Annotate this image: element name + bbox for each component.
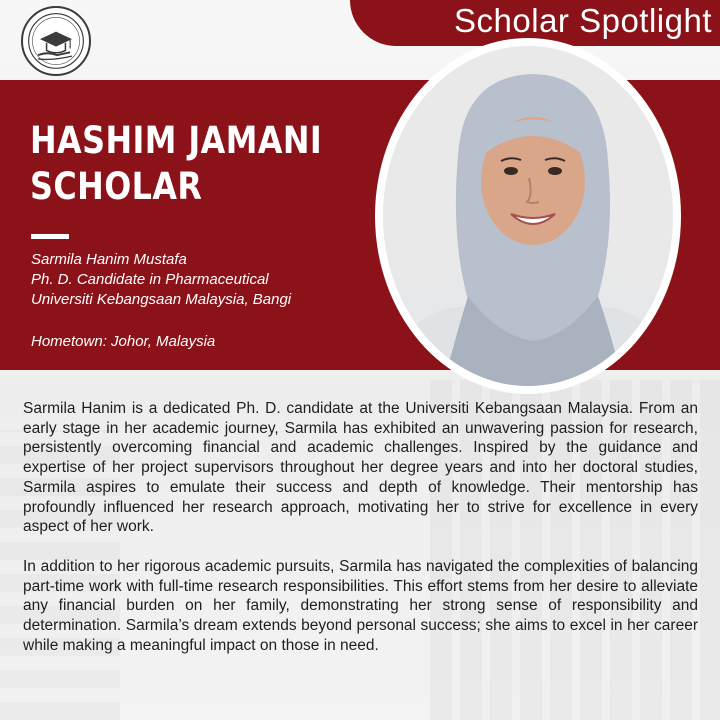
biography-paragraph: Sarmila Hanim is a dedicated Ph. D. candidate at the Universiti Kebangsaan Malaysia. From an early stage in her academic journey, Sarmila has exhibited an unwavering passion for research, persistently overcoming financial and academic challenges. Inspired by the guidance and expertise of her project supervisors throughout her degree years and into her doctoral studies, Sarmila aspires to emulate their success and depth of knowledge. Their mentorship has profoundly influenced her research approach, motivating her to strive for excellence in every aspect of her work.	[23, 400, 698, 536]
scholar-details	[31, 250, 291, 310]
logo	[21, 6, 91, 76]
biography	[23, 399, 698, 655]
scholarship-title	[30, 118, 357, 210]
scholar-program: Ph. D. Candidate in Pharmaceutical	[31, 271, 269, 288]
portrait-image	[383, 46, 673, 386]
portrait-photo	[383, 46, 673, 386]
title-line: SCHOLAR	[30, 165, 203, 208]
title-divider	[31, 234, 69, 239]
scholar-university: Universiti Kebangsaan Malaysia, Bangi	[31, 291, 292, 308]
biography-paragraph: In addition to her rigorous academic pursuits, Sarmila has navigated the complexities of balancing part-time work with full-time research responsibilities. This effort stems from her desire to alleviate any financial burden on her family, demonstrating her strong sense of responsibility and determination. Sarmila’s dream extends beyond personal success; she aims to excel in her career while making a meaningful impact on those in need.	[23, 557, 698, 654]
scholar-name: Sarmila Hanim Mustafa	[31, 251, 187, 268]
graduation-cap-hand-icon	[23, 8, 89, 74]
header-tag: Scholar Spotlight	[454, 2, 712, 39]
scholar-hometown: Hometown: Johor, Malaysia	[31, 333, 216, 350]
title-line: HASHIM JAMANI	[30, 119, 323, 162]
